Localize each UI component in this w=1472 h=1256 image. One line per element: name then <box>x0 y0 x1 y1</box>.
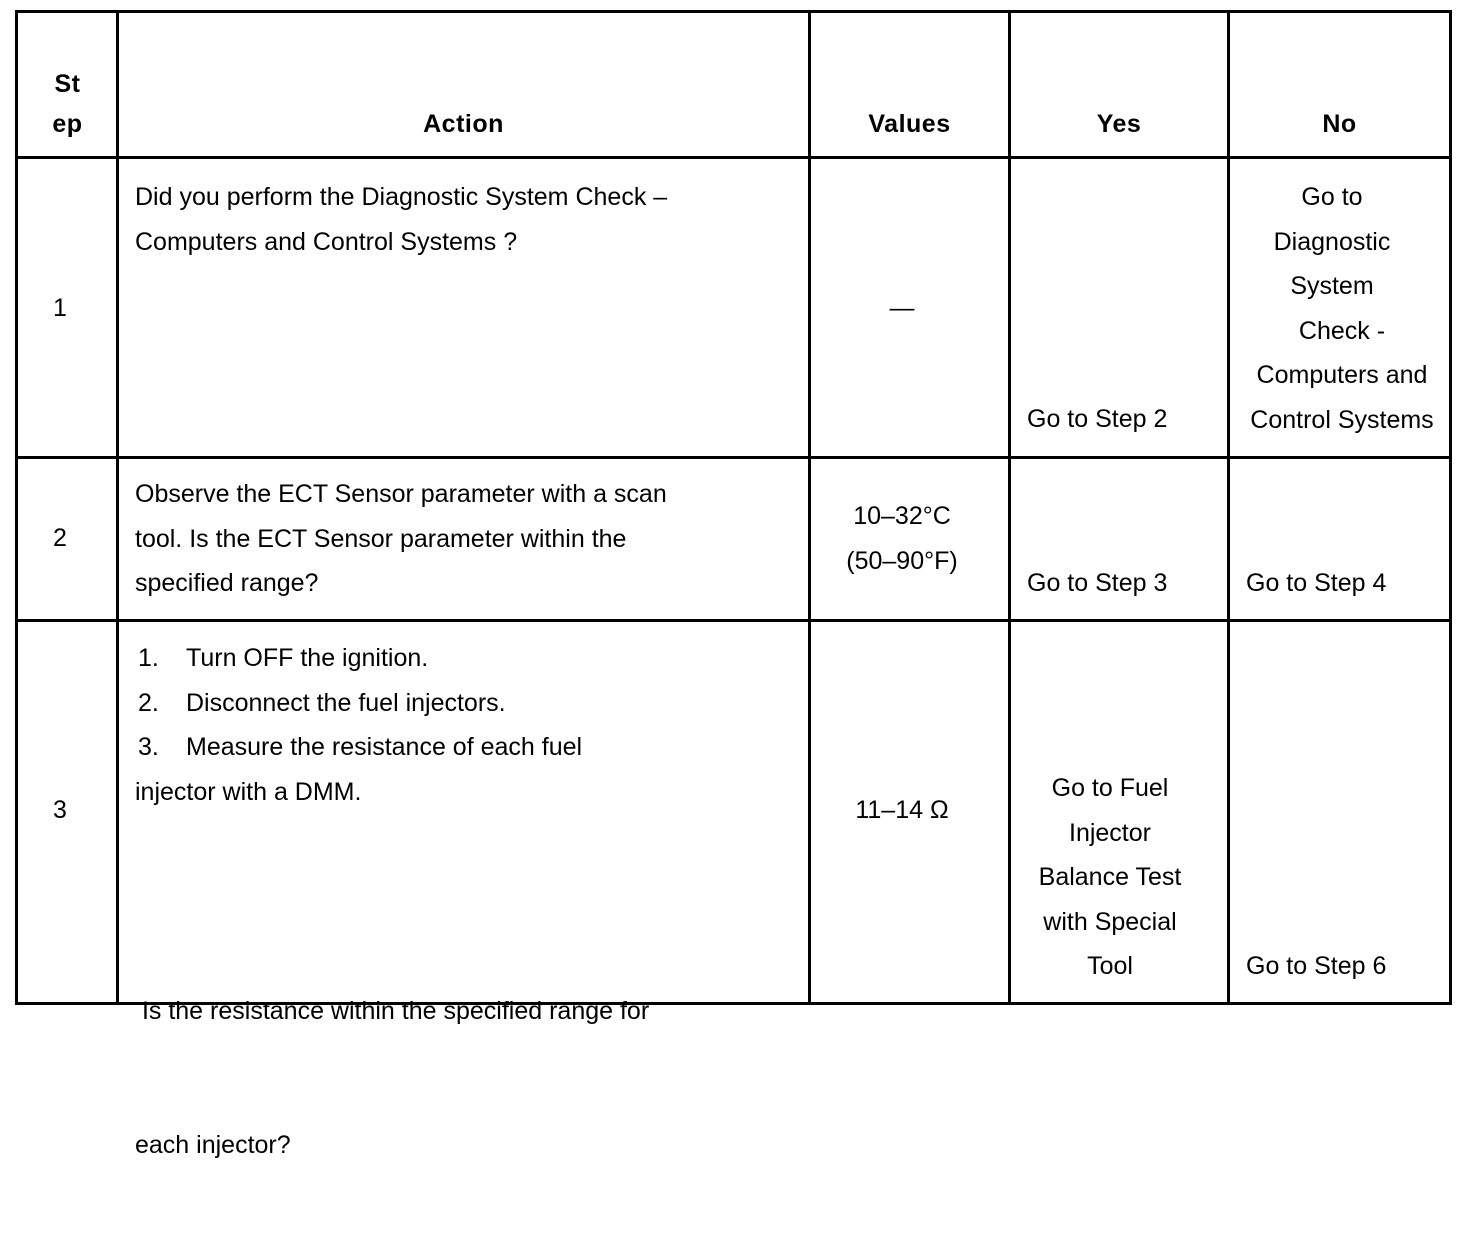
header-divider <box>15 156 1452 159</box>
list-text: Disconnect the fuel injectors. <box>186 688 506 717</box>
header-action: Action <box>423 110 504 138</box>
row3-yes <box>1011 766 1209 989</box>
list-text: Measure the resistance of each fuel <box>186 733 583 761</box>
list-text: Turn OFF the ignition. <box>186 644 429 672</box>
row3-yes-line: Balance Test <box>1038 863 1182 891</box>
header-no: No <box>1322 110 1357 138</box>
row2-step: 2 <box>53 524 67 552</box>
header-step-line1: St <box>54 70 81 98</box>
row1-action <box>135 175 795 264</box>
row3-action <box>135 636 795 814</box>
list-number: 2. <box>138 688 159 717</box>
row3-action-item <box>135 636 795 681</box>
table-border-left <box>15 10 18 1005</box>
diagnostic-table <box>15 10 1452 1159</box>
table-border-right <box>1449 10 1452 1005</box>
row2-value-line2: (50–90°F) <box>846 546 958 575</box>
row2-no: Go to Step 4 <box>1246 569 1387 597</box>
row1-no-line: Computers and <box>1256 361 1428 389</box>
row3-question-line2: each injector? <box>135 1130 291 1159</box>
row2-action-line3: specified range? <box>135 569 319 597</box>
header-yes: Yes <box>1096 110 1142 138</box>
row3-yes-line: Go to Fuel <box>1051 774 1169 802</box>
row2-value <box>811 494 993 583</box>
row3-action-item <box>135 681 795 726</box>
row2-yes: Go to Step 3 <box>1027 569 1168 597</box>
row3-yes-line: Injector <box>1069 818 1151 847</box>
table-border-top <box>15 10 1452 13</box>
row1-no-line: Control Systems <box>1250 405 1434 434</box>
row3-no: Go to Step 6 <box>1246 952 1387 980</box>
row3-step: 3 <box>53 796 67 824</box>
row1-action-line2: Computers and Control Systems ? <box>135 227 518 256</box>
row1-no-line: Go to <box>1301 183 1363 211</box>
header-step-line2: ep <box>52 110 83 138</box>
row1-no-line: Diagnostic <box>1273 227 1391 256</box>
column-divider <box>1227 10 1230 1005</box>
header-step <box>19 64 116 144</box>
list-number: 1. <box>138 644 159 672</box>
row3-yes-line: with Special <box>1043 907 1177 936</box>
row2-action <box>135 472 795 606</box>
list-number: 3. <box>138 733 159 761</box>
row3-value: 11–14 Ω <box>855 796 949 824</box>
row2-action-line2: tool. Is the ECT Sensor parameter within the <box>135 524 627 553</box>
row-divider <box>15 619 1452 622</box>
row3-action-item <box>135 725 795 770</box>
row3-question <box>135 900 795 1256</box>
row2-action-line1: Observe the ECT Sensor parameter with a scan <box>135 480 667 508</box>
row-divider <box>15 456 1452 459</box>
row2-value-line1: 10–32°C <box>853 502 951 530</box>
row1-yes: Go to Step 2 <box>1027 405 1168 433</box>
row1-no-line: Check - <box>1298 316 1386 345</box>
row3-yes-line: Tool <box>1087 952 1133 980</box>
row1-value: — <box>889 294 915 322</box>
row3-action-cont: injector with a DMM. <box>135 777 362 806</box>
row1-no-line: System <box>1290 272 1374 300</box>
header-values: Values <box>868 110 951 138</box>
row3-question-line1: Is the resistance within the specified range for <box>135 997 650 1025</box>
row1-no <box>1230 175 1454 442</box>
column-divider <box>116 10 119 1005</box>
row1-action-line1: Did you perform the Diagnostic System Check – <box>135 183 668 211</box>
row1-step: 1 <box>53 294 67 322</box>
